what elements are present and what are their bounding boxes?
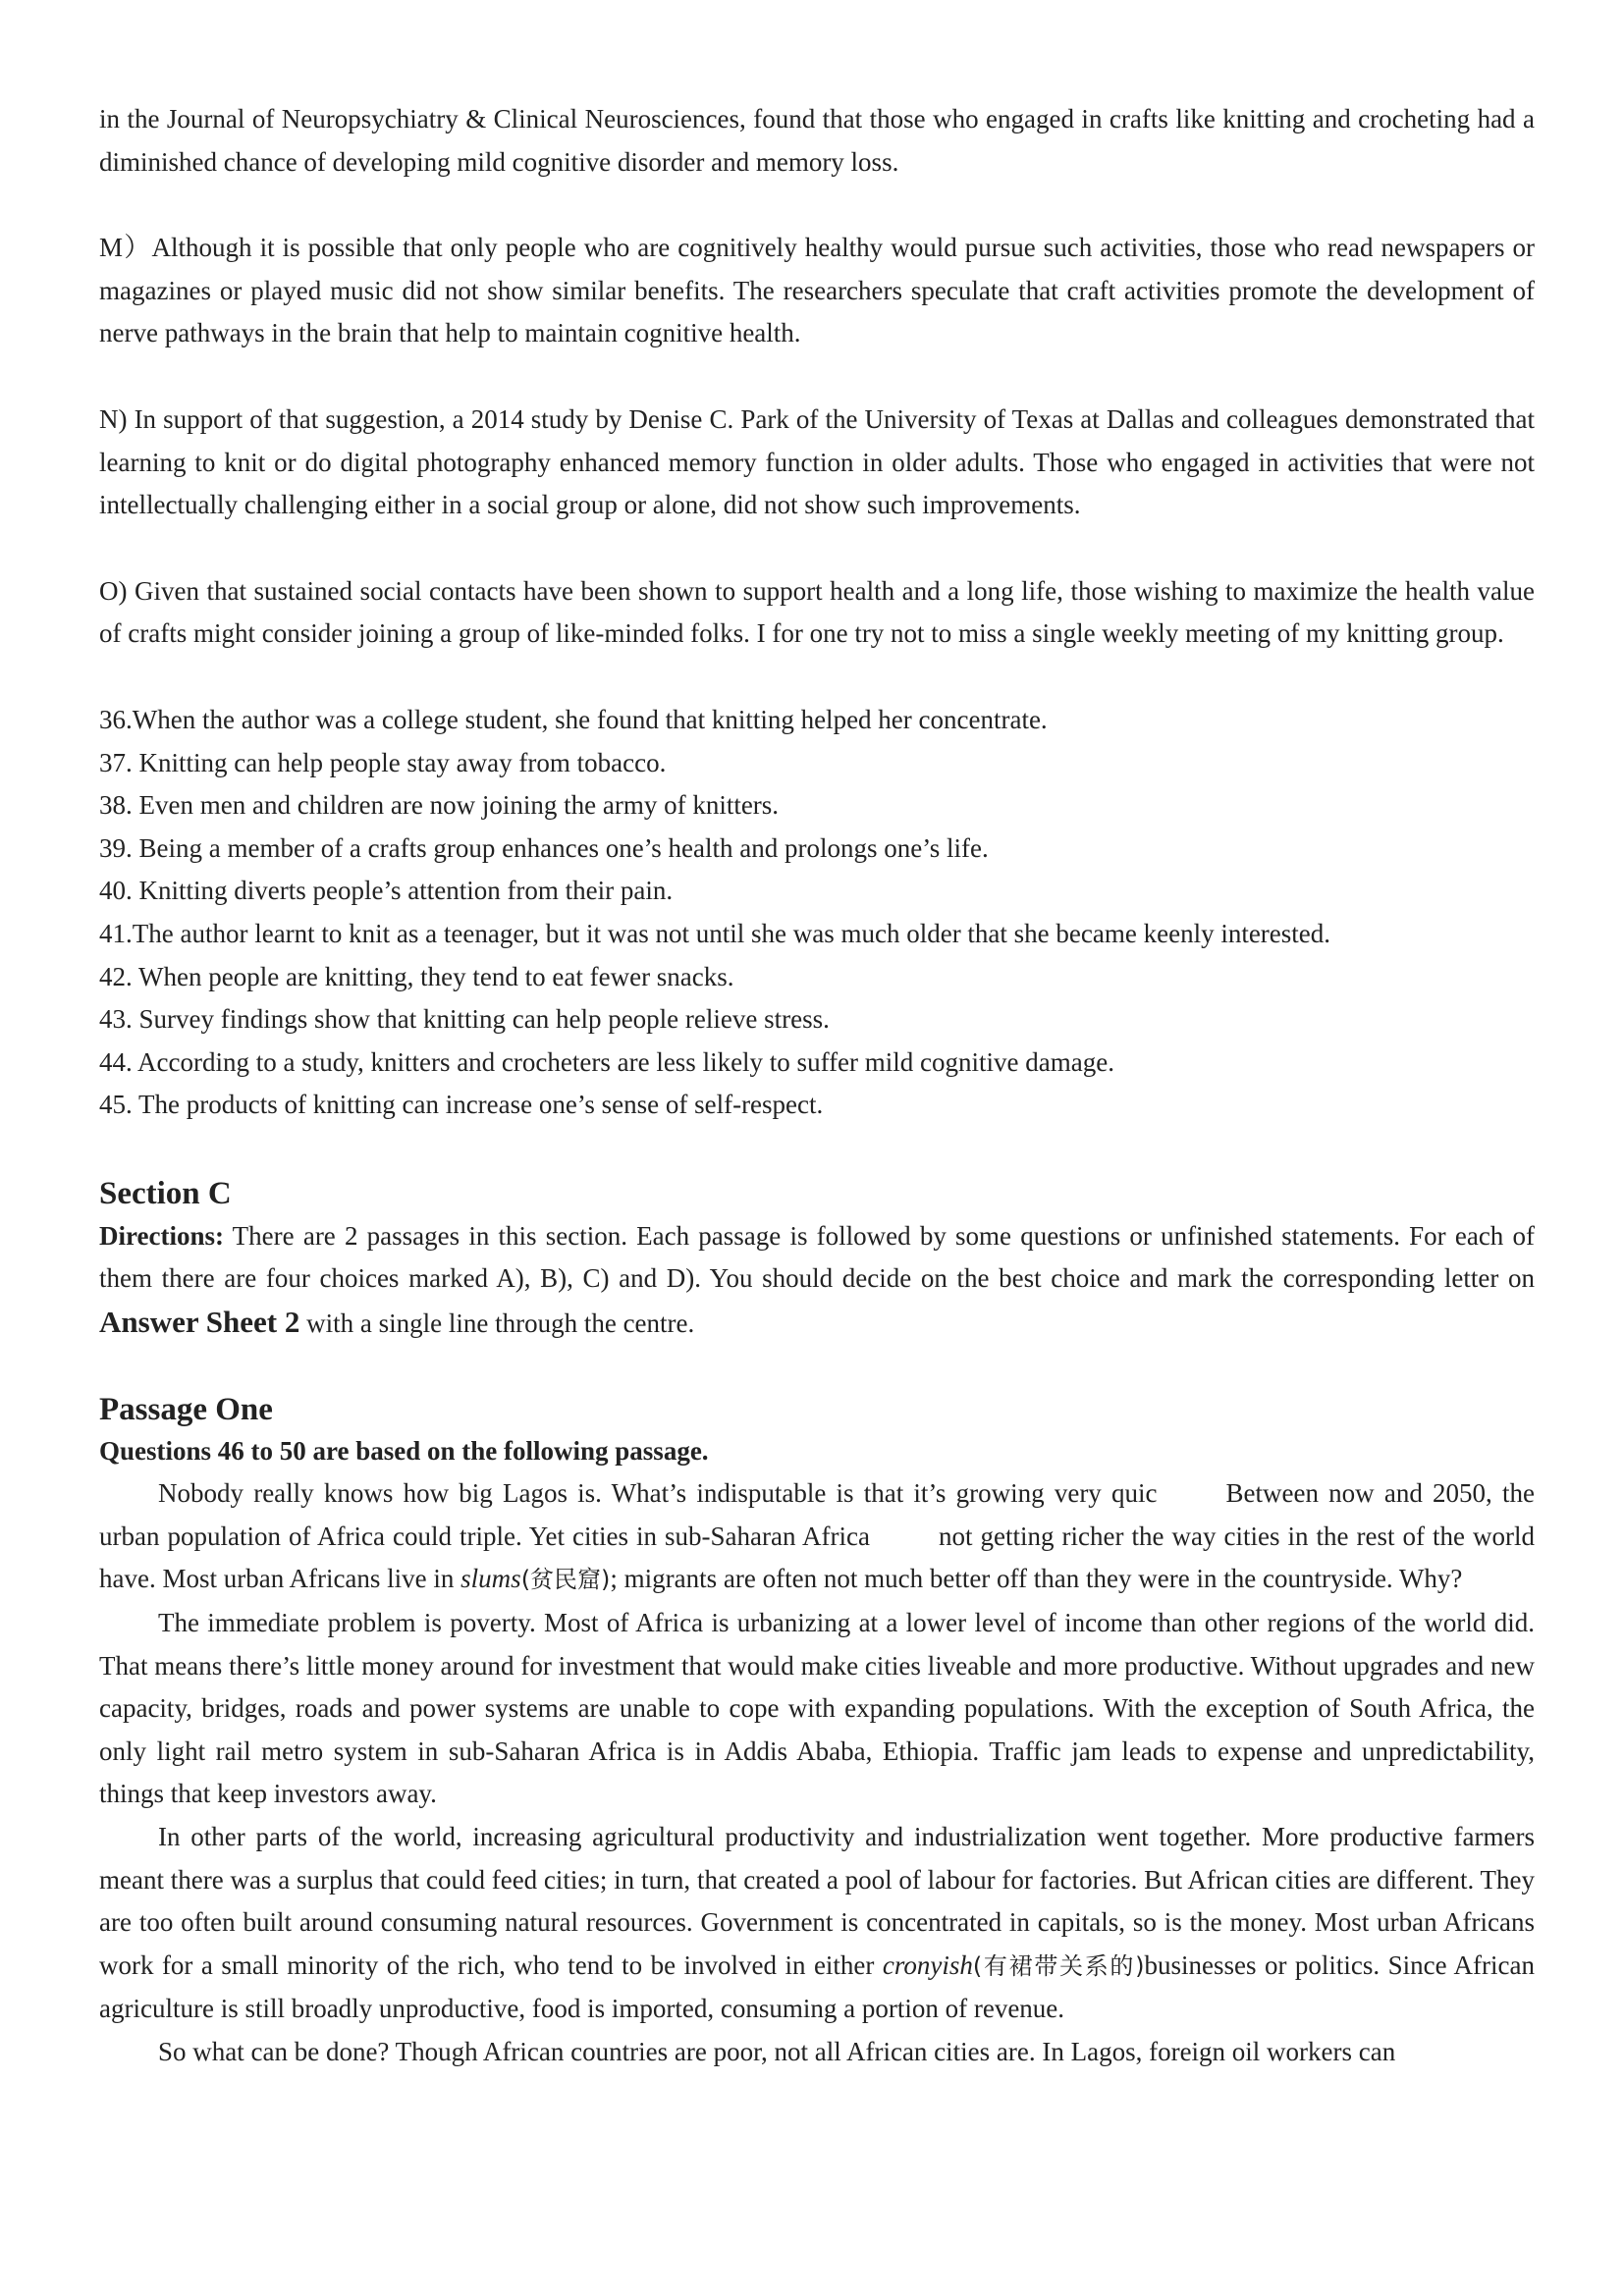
answer-sheet-label: Answer Sheet 2 [99, 1305, 300, 1340]
cronyish-term: cronyish [882, 1949, 973, 1980]
p1-part-d: ; migrants are often not much better off than they were in the countryside. Why? [610, 1564, 1463, 1594]
section-c-title: Section C [99, 1175, 232, 1211]
passage-one-title: Passage One [99, 1391, 273, 1427]
passage-paragraph-4: So what can be done? Though African countries are poor, not all African cities are. In Lagos, foreign oil workers can [158, 2036, 1396, 2066]
paragraph-l-continued: in the Journal of Neuropsychiatry & Clinical Neurosciences, found that those who engaged in crafts like knitting and crocheting had a diminished chance of developing mild cognitive disorder and memory loss. [99, 104, 1535, 177]
p1-part-b: Between now and 2050, the urban population of Africa could triple. Yet cities in sub-Saharan Africa [99, 1478, 1535, 1551]
p1-part-c: not getting richer the way cities in the rest of the world have. Most urban Africans live in [99, 1521, 1535, 1594]
directions-text-2: with a single line through the centre. [299, 1308, 695, 1339]
question-38: 38. Even men and children are now joining the army of knitters. [99, 790, 780, 821]
question-36: 36.When the author was a college student, she found that knitting helped her concentrate. [99, 704, 1048, 734]
question-37: 37. Knitting can help people stay away from tobacco. [99, 747, 667, 777]
question-42: 42. When people are knitting, they tend to eat fewer snacks. [99, 961, 734, 991]
p1-part-a: Nobody really knows how big Lagos is. What’s indisputable is that it’s growing very quic [158, 1478, 1158, 1509]
passage-paragraph-3 [99, 1816, 1535, 2031]
paragraph-m: M）Although it is possible that only people who are cognitively healthy would pursue such activities, those who read newspapers or magazines or played music did not show similar benefits. The researchers speculate that craft activities promote the development of nerve pathways in the brain that help to maintain cognitive health. [99, 233, 1535, 348]
paragraph-o: O) Given that sustained social contacts have been shown to support health and a long life, those wishing to maximize the health value of crafts might consider joining a group of like-minded folks. I for one try not to miss a single weekly meeting of my knitting group. [99, 575, 1535, 649]
question-44: 44. According to a study, knitters and crocheters are less likely to suffer mild cognitive damage. [99, 1046, 1114, 1077]
slums-gloss: (贫民窟) [520, 1566, 611, 1594]
passage-paragraph-1 [99, 1472, 1535, 1602]
directions-text-1: There are 2 passages in this section. Each passage is followed by some questions or unfinished statements. For each of them there are four choices marked A), B), C) and D). You should decide on the best choice and mark the corresponding letter on [99, 1220, 1535, 1294]
p3-part-a: In other parts of the world, increasing agricultural productivity and industrialization went together. More productive farmers meant there was a surplus that could feed cities; in turn, that created a pool of labour for factories. But African cities are different. They are too often built around consuming natural resources. Government is concentrated in capitals, so is the money. Most urban Africans work for a small minority of the rich, who tend to be involved in either [99, 1822, 1535, 1980]
question-39: 39. Being a member of a crafts group enhances one’s health and prolongs one’s life. [99, 832, 989, 863]
passage-one-subtitle: Questions 46 to 50 are based on the following passage. [99, 1435, 709, 1466]
slums-term: slums [460, 1564, 521, 1594]
passage-paragraph-2: The immediate problem is poverty. Most of Africa is urbanizing at a lower level of income than other regions of the world did. That means there’s little money around for investment that would make cities liveable and more productive. Without upgrades and new capacity, bridges, roads and power systems are unable to cope with expanding populations. With the exception of South Africa, the only light rail metro system in sub-Saharan Africa is in Addis Ababa, Ethiopia. Traffic jam leads to expense and unpredictability, things that keep investors away. [99, 1608, 1535, 1809]
question-40: 40. Knitting diverts people’s attention from their pain. [99, 876, 674, 906]
p3-part-b: businesses or politics. Since African agriculture is still broadly unproductive, food is imported, consuming a portion of revenue. [99, 1949, 1535, 2024]
cronyish-gloss: (有裙带关系的) [972, 1951, 1145, 1980]
directions-label: Directions: [99, 1220, 224, 1251]
question-43: 43. Survey findings show that knitting can help people relieve stress. [99, 1004, 830, 1035]
question-41: 41.The author learnt to knit as a teenager, but it was not until she was much older that she became keenly interested. [99, 918, 1331, 948]
section-c-directions [99, 1215, 1535, 1346]
document-page [99, 98, 1535, 2074]
question-45: 45. The products of knitting can increase one’s sense of self-respect. [99, 1090, 824, 1120]
paragraph-n: N) In support of that suggestion, a 2014 study by Denise C. Park of the University of Texas at Dallas and colleagues demonstrated that learning to knit or do digital photography enhanced memory function in older adults. Those who engaged in activities that were not intellectually challenging either in a social group or alone, did not show such improvements. [99, 403, 1535, 520]
question-list [99, 699, 1535, 1127]
